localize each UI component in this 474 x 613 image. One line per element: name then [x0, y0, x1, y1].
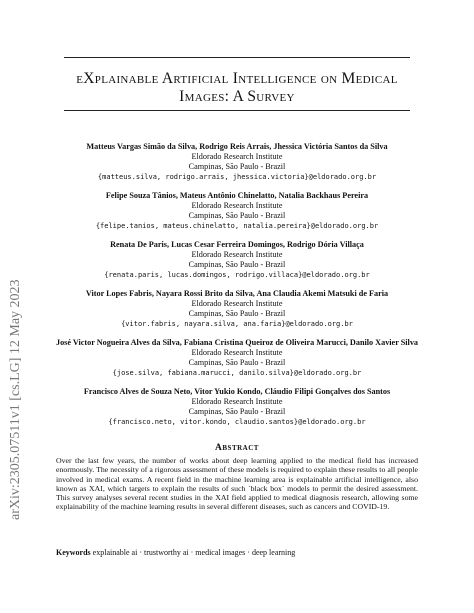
author-location: Campinas, São Paulo - Brazil	[188, 407, 286, 416]
author-institute: Eldorado Research Institute	[191, 299, 283, 308]
author-email: {renata.paris, lucas.domingos, rodrigo.villaca}@eldorado.org.br	[104, 271, 370, 279]
paper-title	[64, 70, 410, 106]
author-names: José Victor Nogueira Alves da Silva, Fabiana Cristina Queiroz de Oliveira Marucci, Danilo Xavier Silva	[55, 338, 419, 347]
author-names: Matteus Vargas Simão da Silva, Rodrigo Reis Arrais, Jhessica Victória Santos da Silva	[86, 142, 388, 151]
abstract-text: Over the last few years, the number of works about deep learning applied to the medical field has increased enormously. The necessity of a rigorous assessment of these models is required to explain these results to all people involved in medical exams. A recent field in the machine learning area is explainable artificial intelligence, also known as XAI, which targets to explain the results of such `black box` models to permit the desired assessment. This survey analyses several recent studies in the XAI field applied to medical diagnosis research, allowing some explainability of the machine learning results in several different diseases, such as cancers and COVID-19.	[56, 456, 418, 512]
author-location: Campinas, São Paulo - Brazil	[188, 211, 286, 220]
author-group-3	[40, 240, 434, 280]
author-location: Campinas, São Paulo - Brazil	[188, 162, 286, 171]
title-line-1: eXplainable Artificial Intelligence on Medical	[76, 70, 398, 87]
author-email: {matteus.silva, rodrigo.arrais, jhessica.victoria}@eldorado.org.br	[97, 173, 377, 181]
author-institute: Eldorado Research Institute	[191, 348, 283, 357]
author-location: Campinas, São Paulo - Brazil	[188, 309, 286, 318]
title-line-2: Images: A Survey	[179, 88, 295, 105]
author-names: Vitor Lopes Fabris, Nayara Rossi Brito da Silva, Ana Claudia Akemi Matsuki de Faria	[85, 289, 389, 298]
author-group-5	[40, 338, 434, 378]
author-email: {vitor.fabris, nayara.silva, ana.faria}@eldorado.org.br	[121, 320, 353, 328]
author-names: Felipe Souza Tânios, Mateus Antônio Chinelatto, Natalia Backhaus Pereira	[105, 191, 369, 200]
author-institute: Eldorado Research Institute	[191, 152, 283, 161]
author-institute: Eldorado Research Institute	[191, 250, 283, 259]
author-location: Campinas, São Paulo - Brazil	[188, 358, 286, 367]
title-bottom-rule	[64, 110, 410, 111]
keywords-label: Keywords	[56, 548, 91, 557]
title-top-rule	[64, 57, 410, 58]
author-group-1	[40, 142, 434, 182]
author-names: Francisco Alves de Souza Neto, Vitor Yukio Kondo, Cláudio Filipi Gonçalves dos Santos	[83, 387, 391, 396]
author-list	[40, 142, 434, 436]
author-email: {jose.silva, fabiana.marucci, danilo.silva}@eldorado.org.br	[112, 369, 362, 377]
abstract-heading: Abstract	[215, 443, 259, 453]
author-institute: Eldorado Research Institute	[191, 201, 283, 210]
author-location: Campinas, São Paulo - Brazil	[188, 260, 286, 269]
keywords-text: explainable ai · trustworthy ai · medical images · deep learning	[92, 548, 296, 557]
keywords-line	[56, 548, 426, 558]
author-email: {francisco.neto, vitor.kondo, claudio.santos}@eldorado.org.br	[108, 418, 366, 426]
author-group-2	[40, 191, 434, 231]
author-email: {felipe.tanios, mateus.chinelatto, natalia.pereira}@eldorado.org.br	[95, 222, 379, 230]
author-group-4	[40, 289, 434, 329]
author-group-6	[40, 387, 434, 427]
author-names: Renata De Paris, Lucas Cesar Ferreira Domingos, Rodrigo Dória Villaça	[110, 240, 364, 249]
author-institute: Eldorado Research Institute	[191, 397, 283, 406]
arxiv-identifier: arXiv:2305.07511v1 [cs.LG] 12 May 2023	[8, 279, 23, 520]
